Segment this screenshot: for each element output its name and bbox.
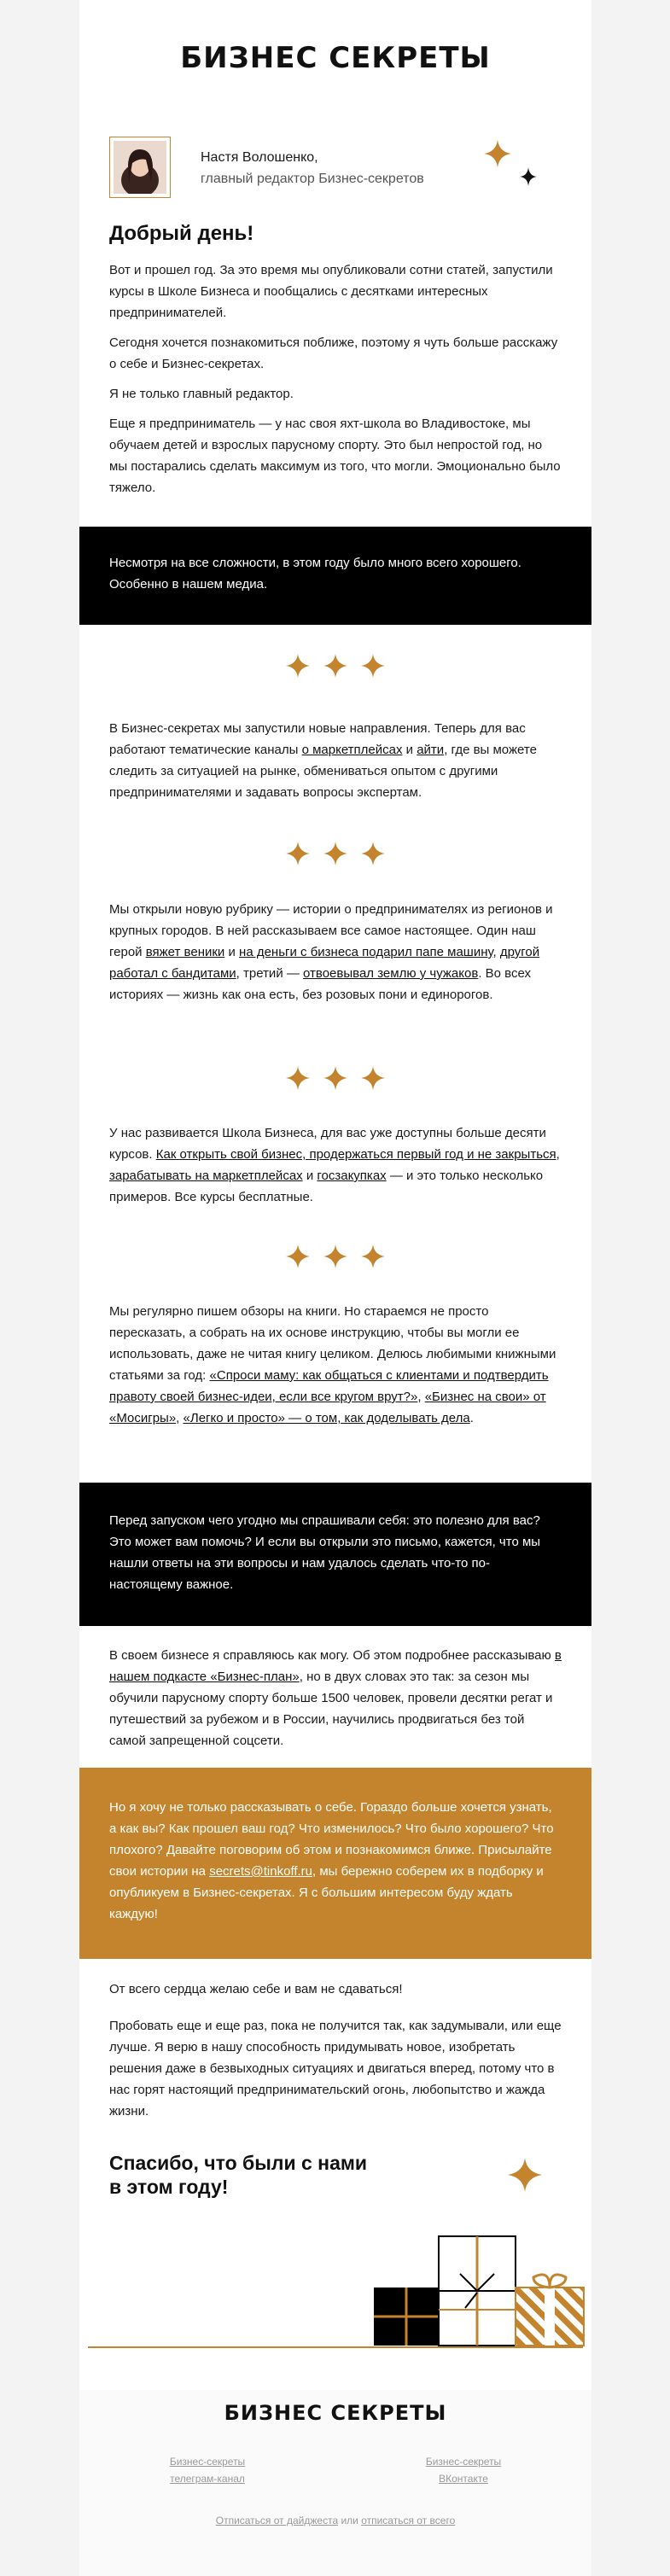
outro-paragraph: Пробовать еще и еще раз, пока не получится так, как задумывали, или еще лучше. Я верю в нашу способность придумывать новое, изобретать решения даже в безвыходных ситуациях и двигаться вперед, потому что в нас горят настоящий предпринимательский огонь, любопытство и жажда жизни. xyxy=(109,2019,562,2118)
thanks-heading: Спасибо, что были с нами в этом году! xyxy=(109,2152,368,2198)
podcast-link[interactable]: в нашем подкасте «Бизнес-план» xyxy=(109,1648,562,1684)
author-role: главный редактор Бизнес-секретов xyxy=(201,172,424,186)
stars-divider-icon xyxy=(79,1061,591,1095)
book-article-link[interactable]: «Бизнес на свои» от «Мосигры» xyxy=(109,1390,546,1425)
call-to-action-box xyxy=(79,1768,591,1959)
footer-link-telegram-line2[interactable]: телеграм-канал xyxy=(170,2473,245,2485)
it-channel-link[interactable]: айти xyxy=(417,743,445,757)
or-text: или xyxy=(338,2515,362,2526)
book-article-link[interactable]: «Спроси маму: как общаться с клиентами и подтвердить правоту своей бизнес-идеи, если все кругом врут?» xyxy=(109,1368,549,1404)
course-link[interactable]: Как открыть свой бизнес, продержаться первый год и не закрыться xyxy=(155,1147,556,1162)
stars-divider-icon xyxy=(79,649,591,683)
sparkle-decoration-icon xyxy=(481,138,549,193)
email-link[interactable]: secrets@tinkoff.ru xyxy=(209,1864,313,1879)
story-link[interactable]: отвоевывал землю у чужаков xyxy=(303,966,479,981)
outro-paragraph: От всего сердца желаю себе и вам не сдаваться! xyxy=(109,1982,403,1996)
intro-paragraph: Еще я предприниматель — у нас своя яхт-школа во Владивостоке, мы обучаем детей и взрослых парусному спорту. Это был непростой год, но мы постарались сделать максимум из того, что могли. Эмоционально было тяжело. xyxy=(109,417,561,495)
text-block: В Бизнес-секретах мы запустили новые направления. Теперь для вас работают тематические каналы о маркетплейсах и айти, где вы можете следить за ситуацией на рынке, обмениваться опытом с другими предпринимателями и задавать вопросы экспертам. xyxy=(109,721,537,800)
outro-text xyxy=(79,1979,591,2130)
author-block xyxy=(79,135,591,203)
intro-paragraph: Я не только главный редактор. xyxy=(109,387,294,401)
course-link[interactable]: зарабатывать на маркетплейсах xyxy=(109,1169,303,1183)
marketplaces-channel-link[interactable]: о маркетплейсах xyxy=(301,743,403,757)
stars-divider-icon xyxy=(79,1239,591,1273)
author-avatar xyxy=(109,137,171,198)
course-link[interactable]: госзакупках xyxy=(317,1169,387,1183)
stars-divider-icon xyxy=(79,836,591,871)
footer-link-vk-line2[interactable]: ВКонтакте xyxy=(439,2473,488,2485)
footer-link-telegram-line1[interactable]: Бизнес-секреты xyxy=(169,2456,246,2468)
story-link[interactable]: вяжет веники xyxy=(145,945,225,959)
greeting-heading: Добрый день! xyxy=(109,222,254,245)
intro-paragraph: Вот и прошел год. За это время мы опубликовали сотни статей, запустили курсы в Школе Бизнеса и пообщались с десятками интересных предпринимателей. xyxy=(109,263,553,320)
intro-paragraph: Сегодня хочется познакомиться поближе, поэтому я чуть больше расскажу о себе и Бизнес-секретах. xyxy=(109,335,558,371)
author-name: Настя Волошенко, xyxy=(201,150,318,165)
unsubscribe-digest-link[interactable]: Отписаться от дайджеста xyxy=(215,2515,339,2526)
story-link[interactable]: другой работал с бандитами xyxy=(109,945,540,981)
text-block: У нас развивается Школа Бизнеса, для вас уже доступны больше десяти курсов. Как открыть свой бизнес, продержаться первый год и не закрыться, зарабатывать на маркетплейсах и госзакупках — и это только несколько примеров. Все курсы бесплатные. xyxy=(109,1126,560,1204)
footer-brand-logo: БИЗНЕС СЕКРЕТЫ xyxy=(224,2401,447,2425)
footer xyxy=(79,2390,591,2576)
story-link[interactable]: на деньги с бизнеса подарил папе машину xyxy=(239,945,493,959)
highlight-text: Несмотря на все сложности, в этом году было много всего хорошего. Особенно в нашем медиа. xyxy=(109,556,521,592)
book-article-link[interactable]: «Легко и просто» — о том, как доделывать дела xyxy=(183,1411,470,1425)
highlight-text: Перед запуском чего угодно мы спрашивали себя: это полезно для вас? Это может вам помочь? И если вы открыли это письмо, кажется, что мы нашли ответы на эти вопросы и нам удалось сделать что-то по-настоящему важное. xyxy=(109,1513,541,1592)
highlight-box xyxy=(79,527,591,625)
intro-text xyxy=(109,259,562,498)
brand-logo: БИЗНЕС СЕКРЕТЫ xyxy=(180,41,491,75)
sparkle-icon xyxy=(506,2156,544,2194)
text-block: Мы открыли новую рубрику — истории о предпринимателях из регионов и крупных городов. В ней рассказываем все самое настоящее. Один наш герой вяжет веники и на деньги с бизнеса подарил папе машину, другой работал с бандитами, третий — отвоевывал землю у чужаков. Во всех историях — жизнь как она есть, без розовых пони и единорогов. xyxy=(109,902,553,1002)
footer-link-vk-line1[interactable]: Бизнес-секреты xyxy=(425,2456,502,2468)
text-block: Мы регулярно пишем обзоры на книги. Но стараемся не просто пересказать, а собрать на их основе инструкцию, чтобы вы могли ее использовать, даже не читая книгу целиком. Делюсь любимыми книжными статьями за год: «Спроси маму: как общаться с клиентами и подтвердить правоту своей бизнес-идеи, если все кругом врут?», «Бизнес на свои» от «Мосигры», «Легко и просто» — о том, как доделывать дела. xyxy=(109,1304,556,1425)
text-block: В своем бизнесе я справляюсь как могу. Об этом подробнее рассказываю в нашем подкасте «Бизнес-план», но в двух словах это так: за сезон мы обучили парусному спорту больше 1500 человек, провели десятки регат и путешествий за рубежом и в России, научились продвигаться без той самой запрещенной соцсети. xyxy=(109,1648,562,1748)
gift-boxes-illustration xyxy=(79,2228,591,2356)
email-body xyxy=(79,0,591,2576)
unsubscribe-all-link[interactable]: отписаться от всего xyxy=(361,2515,456,2526)
highlight-box xyxy=(79,1483,591,1626)
cta-text: Но я хочу не только рассказывать о себе. Гораздо больше хочется узнать, а как вы? Как прошел ваш год? Что изменилось? Что было хорошего? Что плохого? Давайте поговорим об этом и познакомимся ближе. Присылайте свои истории на secrets@tinkoff.ru, мы бережно соберем их в подборку и опубликуем в Бизнес-секретах. Я с большим интересом буду ждать каждую! xyxy=(109,1800,554,1921)
